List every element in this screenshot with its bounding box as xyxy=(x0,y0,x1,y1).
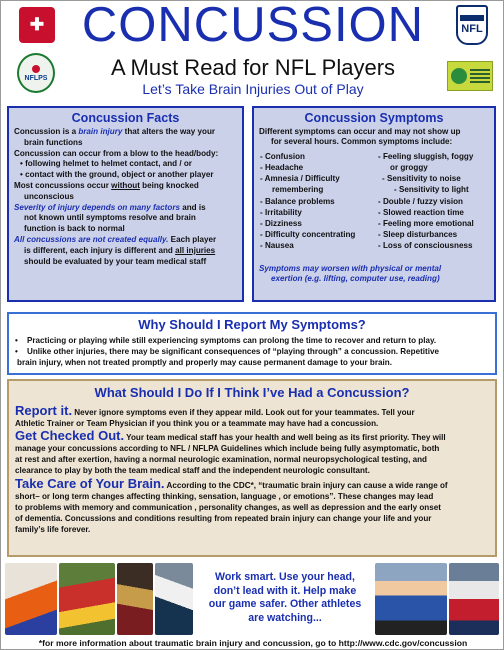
symptom-item: - Irritability xyxy=(260,207,302,217)
care-heading: Take Care of Your Brain. xyxy=(15,476,165,491)
symptom-item: - Balance problems xyxy=(260,196,335,206)
concussion-symptoms-panel xyxy=(252,106,496,302)
symptom-item: - Double / fuzzy vision xyxy=(378,196,463,206)
symptoms-intro: Different symptoms can occur and may not show up for several hours. Common symptoms include: xyxy=(259,127,461,147)
symptom-item: - Feeling more emotional xyxy=(378,218,474,228)
concussion-facts-panel xyxy=(7,106,244,302)
fact-line: All concussions are not created equally. Each player xyxy=(14,234,217,244)
page-title: CONCUSSION xyxy=(81,0,425,52)
what-heading: What Should I Do If I Think I’ve Had a Concussion? xyxy=(94,385,410,400)
why-list xyxy=(9,332,495,368)
checked-line: Get Checked Out. Your team medical staff has your health and well being as its first priority. They will xyxy=(15,428,446,443)
why-bullet: • Unlike other injuries, there may be significant consequences of “playing through” a concussion. Repetitive xyxy=(15,346,489,357)
why-line: brain injury, when not treated promptly and properly may cause permanent damage to your brain. xyxy=(17,358,392,367)
motto-text: Work smart. Use your head, don’t lead with it. Help make our game safer. Other athletes are watching... xyxy=(208,571,362,624)
checked-line: clearance to play by both the team medical staff and the independent neurologic consultant. xyxy=(15,466,370,475)
page-tagline: Let’s Take Brain Injuries Out of Play xyxy=(142,81,364,97)
facts-heading: Concussion Facts xyxy=(71,111,180,125)
symptom-item: or groggy xyxy=(390,162,428,172)
fact-line: Severity of injury depends on many factors and is xyxy=(14,202,206,212)
player-photo xyxy=(117,563,153,635)
checked-line: manage your concussions according to NFL / NFLPA Guidelines which include being fully asymptomatic, both xyxy=(15,444,440,453)
fact-line: Most concussions occur without being knocked xyxy=(14,180,199,190)
fact-line: not known until symptoms resolve and brain xyxy=(24,213,196,223)
checked-line: at rest and after exertion, having a normal neurologic examination, normal neuropsychological testing, and xyxy=(15,455,427,464)
symptom-item: - Sensitivity to noise xyxy=(382,173,461,183)
page-subtitle: A Must Read for NFL Players xyxy=(110,55,396,80)
nflps-logo-icon: NFLPS xyxy=(17,53,55,93)
symptoms-list xyxy=(254,152,494,264)
professional-football-athletic-trainers-logo-icon xyxy=(447,61,493,91)
report-heading: Report it. xyxy=(15,403,73,418)
why-heading: Why Should I Report My Symptoms? xyxy=(138,317,366,332)
facts-list xyxy=(9,125,242,267)
symptom-item: - Nausea xyxy=(260,240,294,250)
symptom-item: - Amnesia / Difficulty xyxy=(260,173,340,183)
symptom-item: - Loss of consciousness xyxy=(378,240,473,250)
symptom-item: - Confusion xyxy=(260,151,305,161)
symptom-item: - Difficulty concentrating xyxy=(260,229,356,239)
symptom-item: - Sleep disturbances xyxy=(378,229,458,239)
symptom-item: remembering xyxy=(272,184,324,194)
fact-bullet: • contact with the ground, object or another player xyxy=(14,170,238,181)
care-line: short– or long term changes affecting thinking, sensation, language , or emotions”. These changes may lead xyxy=(15,492,434,501)
symptom-item: - Sensitivity to light xyxy=(394,184,469,194)
footer-note: *for more information about traumatic brain injury and concussion, go to http://www.cdc.gov/concussion xyxy=(38,638,468,648)
fact-line: should be evaluated by your team medical staff xyxy=(24,256,207,266)
care-line: to problems with memory and communication , personality changes, as well as depression and the early onset xyxy=(15,503,441,512)
why-bullet: • Practicing or playing while still experiencing symptoms can prolong the time to recover and return to play. xyxy=(15,335,489,346)
care-line: family’s life forever. xyxy=(15,525,91,534)
player-photo xyxy=(5,563,57,635)
player-photo xyxy=(375,563,447,635)
symptom-item: - Slowed reaction time xyxy=(378,207,464,217)
fact-line: function is back to normal xyxy=(24,224,125,234)
symptoms-heading: Concussion Symptoms xyxy=(304,111,444,125)
medical-logo-icon: ✚ xyxy=(19,7,55,43)
why-report-panel xyxy=(7,312,497,375)
fact-line: unconscious xyxy=(24,191,74,201)
fact-line: brain functions xyxy=(24,137,83,147)
what-to-do-panel xyxy=(7,379,497,557)
fact-bullet: • following helmet to helmet contact, and / or xyxy=(14,159,238,170)
symptom-item: - Feeling sluggish, foggy xyxy=(378,151,474,161)
symptoms-note: Symptoms may worsen with physical or mental exertion (e.g. lifting, computer use, reading) xyxy=(259,263,442,284)
checked-heading: Get Checked Out. xyxy=(15,428,125,443)
fact-line: Concussion is a brain injury that alters the way your xyxy=(14,127,216,136)
report-line: Athletic Trainer or Team Physician if you think you or a teammate may have had a concussion. xyxy=(15,419,379,428)
fact-line: Concussion can occur from a blow to the head/body: xyxy=(14,148,219,158)
care-line: of dementia. Concussions and conditions resulting from repeated brain injury can change your life and your xyxy=(15,514,432,523)
what-body xyxy=(9,400,495,535)
nfl-shield-icon: NFL xyxy=(456,5,488,45)
player-photo xyxy=(449,563,499,635)
player-photo xyxy=(155,563,193,635)
symptom-item: - Dizziness xyxy=(260,218,302,228)
care-line: Take Care of Your Brain. According to the CDC*, “traumatic brain injury can cause a wide range of xyxy=(15,476,448,491)
fact-line: is different, each injury is different and all injuries xyxy=(24,245,216,255)
report-line: Report it. Never ignore symptoms even if they appear mild. Look out for your teammates. Tell your xyxy=(15,403,415,418)
symptom-item: - Headache xyxy=(260,162,304,172)
player-photo xyxy=(59,563,115,635)
